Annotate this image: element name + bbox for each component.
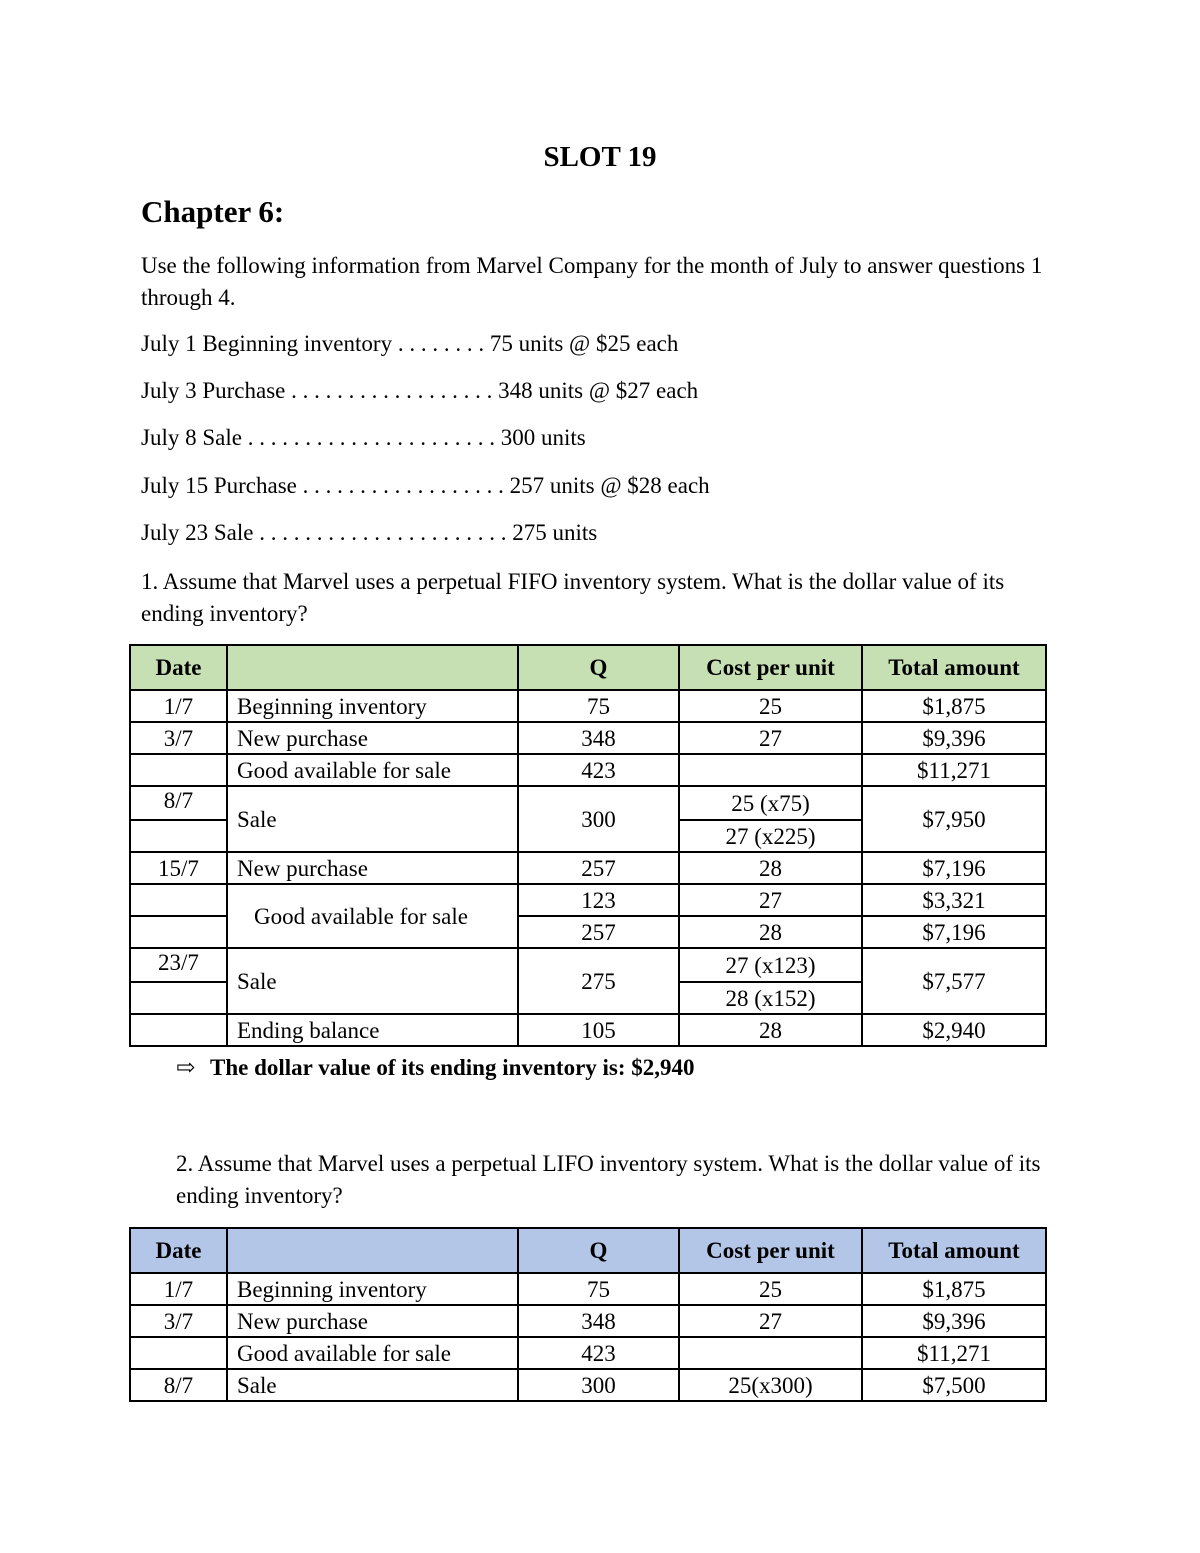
cell-description: Sale <box>227 1369 518 1401</box>
cell-date <box>130 982 227 1014</box>
cell-cost: 28 <box>679 916 862 948</box>
cell-cost: 27 <box>679 722 862 754</box>
table-row <box>130 948 1046 982</box>
cell-total: $1,875 <box>862 690 1046 722</box>
question-1: 1. Assume that Marvel uses a perpetual FIFO inventory system. What is the dollar value of its ending inventory? <box>141 569 1005 626</box>
cell-cost: 27 (x225) <box>679 820 862 852</box>
table-row <box>130 1273 1046 1305</box>
cell-cost: 25 <box>679 690 862 722</box>
cell-quantity: 123 <box>518 884 679 916</box>
cell-cost <box>679 1337 862 1369</box>
cell-date <box>130 1337 227 1369</box>
cell-cost: 28 <box>679 852 862 884</box>
cell-date <box>130 916 227 948</box>
header-total-amount: Total amount <box>862 645 1046 690</box>
cell-description: New purchase <box>227 1305 518 1337</box>
cell-description: Sale <box>227 786 518 852</box>
cell-total: $7,500 <box>862 1369 1046 1401</box>
cell-total: $11,271 <box>862 754 1046 786</box>
cell-date <box>130 754 227 786</box>
header-total-amount: Total amount <box>862 1228 1046 1273</box>
table-row <box>130 690 1046 722</box>
cell-quantity: 105 <box>518 1014 679 1046</box>
table-row <box>130 1337 1046 1369</box>
cell-cost: 27 <box>679 1305 862 1337</box>
cell-date: 1/7 <box>130 1273 227 1305</box>
table-row <box>130 786 1046 820</box>
cell-quantity: 423 <box>518 1337 679 1369</box>
cell-date: 8/7 <box>130 1369 227 1401</box>
intro-paragraph: Use the following information from Marvel Company for the month of July to answer questions 1 through 4. <box>141 253 1043 310</box>
cell-description: Good available for sale <box>227 754 518 786</box>
lifo-inventory-table <box>129 1227 1047 1402</box>
cell-total: $7,196 <box>862 852 1046 884</box>
inventory-line-july-8: July 8 Sale . . . . . . . . . . . . . . . . . . . . . . 300 units <box>141 425 586 450</box>
table-header-row <box>130 645 1046 690</box>
cell-date: 1/7 <box>130 690 227 722</box>
header-quantity: Q <box>518 645 679 690</box>
header-description <box>227 1228 518 1273</box>
cell-date: 3/7 <box>130 722 227 754</box>
cell-total: $3,321 <box>862 884 1046 916</box>
page-title: SLOT 19 <box>543 141 657 173</box>
cell-cost: 28 (x152) <box>679 982 862 1014</box>
cell-quantity: 300 <box>518 786 679 852</box>
cell-description: Beginning inventory <box>227 690 518 722</box>
cell-cost: 27 <box>679 884 862 916</box>
cell-date <box>130 820 227 852</box>
cell-total: $7,577 <box>862 948 1046 1014</box>
cell-quantity: 75 <box>518 1273 679 1305</box>
cell-quantity: 257 <box>518 916 679 948</box>
cell-description: New purchase <box>227 722 518 754</box>
cell-total: $2,940 <box>862 1014 1046 1046</box>
cell-quantity: 348 <box>518 1305 679 1337</box>
inventory-line-july-15: July 15 Purchase . . . . . . . . . . . . . . . . . . 257 units @ $28 each <box>141 473 710 498</box>
cell-total: $7,196 <box>862 916 1046 948</box>
cell-total: $9,396 <box>862 722 1046 754</box>
chapter-heading: Chapter 6: <box>141 194 285 229</box>
table-row <box>130 1305 1046 1337</box>
cell-description: Good available for sale <box>227 1337 518 1369</box>
answer-1-text: The dollar value of its ending inventory is: $2,940 <box>210 1055 695 1080</box>
cell-date: 23/7 <box>130 948 227 982</box>
cell-total: $7,950 <box>862 786 1046 852</box>
cell-description: Ending balance <box>227 1014 518 1046</box>
cell-description: Good available for sale <box>227 884 518 948</box>
question-2: 2. Assume that Marvel uses a perpetual LIFO inventory system. What is the dollar value of its ending inventory? <box>176 1151 1041 1208</box>
cell-cost: 25 <box>679 1273 862 1305</box>
table-row <box>130 852 1046 884</box>
cell-quantity: 257 <box>518 852 679 884</box>
cell-date <box>130 1014 227 1046</box>
cell-date: 8/7 <box>130 786 227 820</box>
table-row <box>130 1014 1046 1046</box>
header-date: Date <box>130 645 227 690</box>
header-description <box>227 645 518 690</box>
cell-total: $1,875 <box>862 1273 1046 1305</box>
cell-cost: 27 (x123) <box>679 948 862 982</box>
cell-description: New purchase <box>227 852 518 884</box>
header-date: Date <box>130 1228 227 1273</box>
cell-quantity: 423 <box>518 754 679 786</box>
header-cost-per-unit: Cost per unit <box>679 1228 862 1273</box>
table-row <box>130 1369 1046 1401</box>
cell-date: 3/7 <box>130 1305 227 1337</box>
cell-total: $9,396 <box>862 1305 1046 1337</box>
cell-description: Sale <box>227 948 518 1014</box>
cell-cost: 25(x300) <box>679 1369 862 1401</box>
table-row <box>130 754 1046 786</box>
cell-quantity: 275 <box>518 948 679 1014</box>
arrow-right-icon: ⇨ <box>176 1055 196 1080</box>
fifo-inventory-table <box>129 644 1047 1047</box>
cell-cost: 25 (x75) <box>679 786 862 820</box>
inventory-line-july-23: July 23 Sale . . . . . . . . . . . . . . . . . . . . . . 275 units <box>141 520 598 545</box>
cell-date: 15/7 <box>130 852 227 884</box>
cell-total: $11,271 <box>862 1337 1046 1369</box>
header-quantity: Q <box>518 1228 679 1273</box>
table-row <box>130 722 1046 754</box>
cell-cost: 28 <box>679 1014 862 1046</box>
header-cost-per-unit: Cost per unit <box>679 645 862 690</box>
table-header-row <box>130 1228 1046 1273</box>
cell-quantity: 75 <box>518 690 679 722</box>
cell-quantity: 348 <box>518 722 679 754</box>
cell-cost <box>679 754 862 786</box>
cell-quantity: 300 <box>518 1369 679 1401</box>
answer-1 <box>176 1054 695 1081</box>
inventory-line-july-3: July 3 Purchase . . . . . . . . . . . . . . . . . . 348 units @ $27 each <box>141 378 699 403</box>
cell-date <box>130 884 227 916</box>
cell-description: Beginning inventory <box>227 1273 518 1305</box>
inventory-line-july-1: July 1 Beginning inventory . . . . . . . . 75 units @ $25 each <box>141 331 679 356</box>
table-row <box>130 884 1046 916</box>
